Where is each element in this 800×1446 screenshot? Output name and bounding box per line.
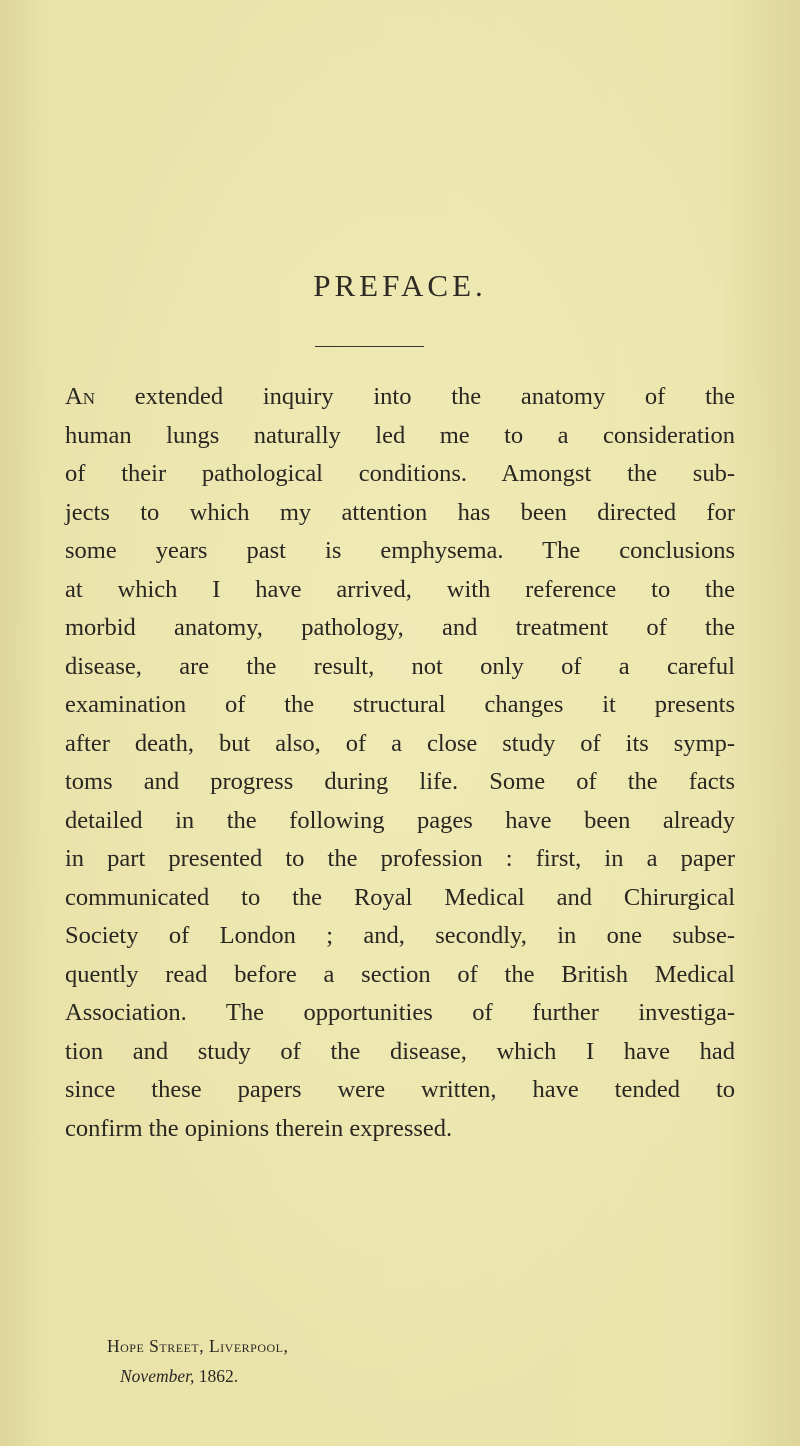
- text-line: some years past is emphysema. The conclusions: [65, 537, 735, 564]
- line-text: extended inquiry into the anatomy of the: [94, 383, 735, 410]
- signoff-place: Hope Street, Liverpool,: [107, 1336, 289, 1356]
- text-line: Society of London ; and, secondly, in one subse-: [65, 922, 735, 949]
- text-line: confirm the opinions therein expressed.: [65, 1114, 453, 1142]
- signoff-date: [120, 1366, 238, 1387]
- signoff-year: 1862.: [198, 1366, 239, 1386]
- text-line: toms and progress during life. Some of the facts: [65, 768, 735, 795]
- text-line: of their pathological conditions. Amongst the sub-: [65, 460, 735, 487]
- text-line: communicated to the Royal Medical and Chirurgical: [65, 883, 735, 911]
- text-line: Association. The opportunities of further investiga-: [65, 999, 735, 1026]
- text-line: jects to which my attention has been directed for: [65, 498, 735, 526]
- text-line: examination of the structural changes it presents: [65, 691, 735, 718]
- signoff-month: November,: [120, 1366, 195, 1386]
- text-line: since these papers were written, have tended to: [65, 1076, 735, 1103]
- text-line: [65, 378, 735, 417]
- page-title: PREFACE.: [313, 267, 487, 303]
- text-line: detailed in the following pages have been already: [65, 806, 735, 834]
- text-line: morbid anatomy, pathology, and treatment of the: [65, 614, 735, 641]
- lead-word: An: [65, 383, 95, 410]
- preface-paragraph: [65, 378, 735, 1148]
- text-line: tion and study of the disease, which I have had: [65, 1037, 735, 1065]
- text-line: human lungs naturally led me to a consideration: [65, 421, 735, 449]
- title-divider: [315, 346, 424, 347]
- text-line: in part presented to the profession : first, in a paper: [65, 845, 735, 872]
- text-line: quently read before a section of the British Medical: [65, 960, 735, 988]
- text-line: after death, but also, of a close study of its symp-: [65, 729, 735, 757]
- text-line: disease, are the result, not only of a careful: [65, 652, 735, 680]
- text-line: at which I have arrived, with reference to the: [65, 575, 735, 603]
